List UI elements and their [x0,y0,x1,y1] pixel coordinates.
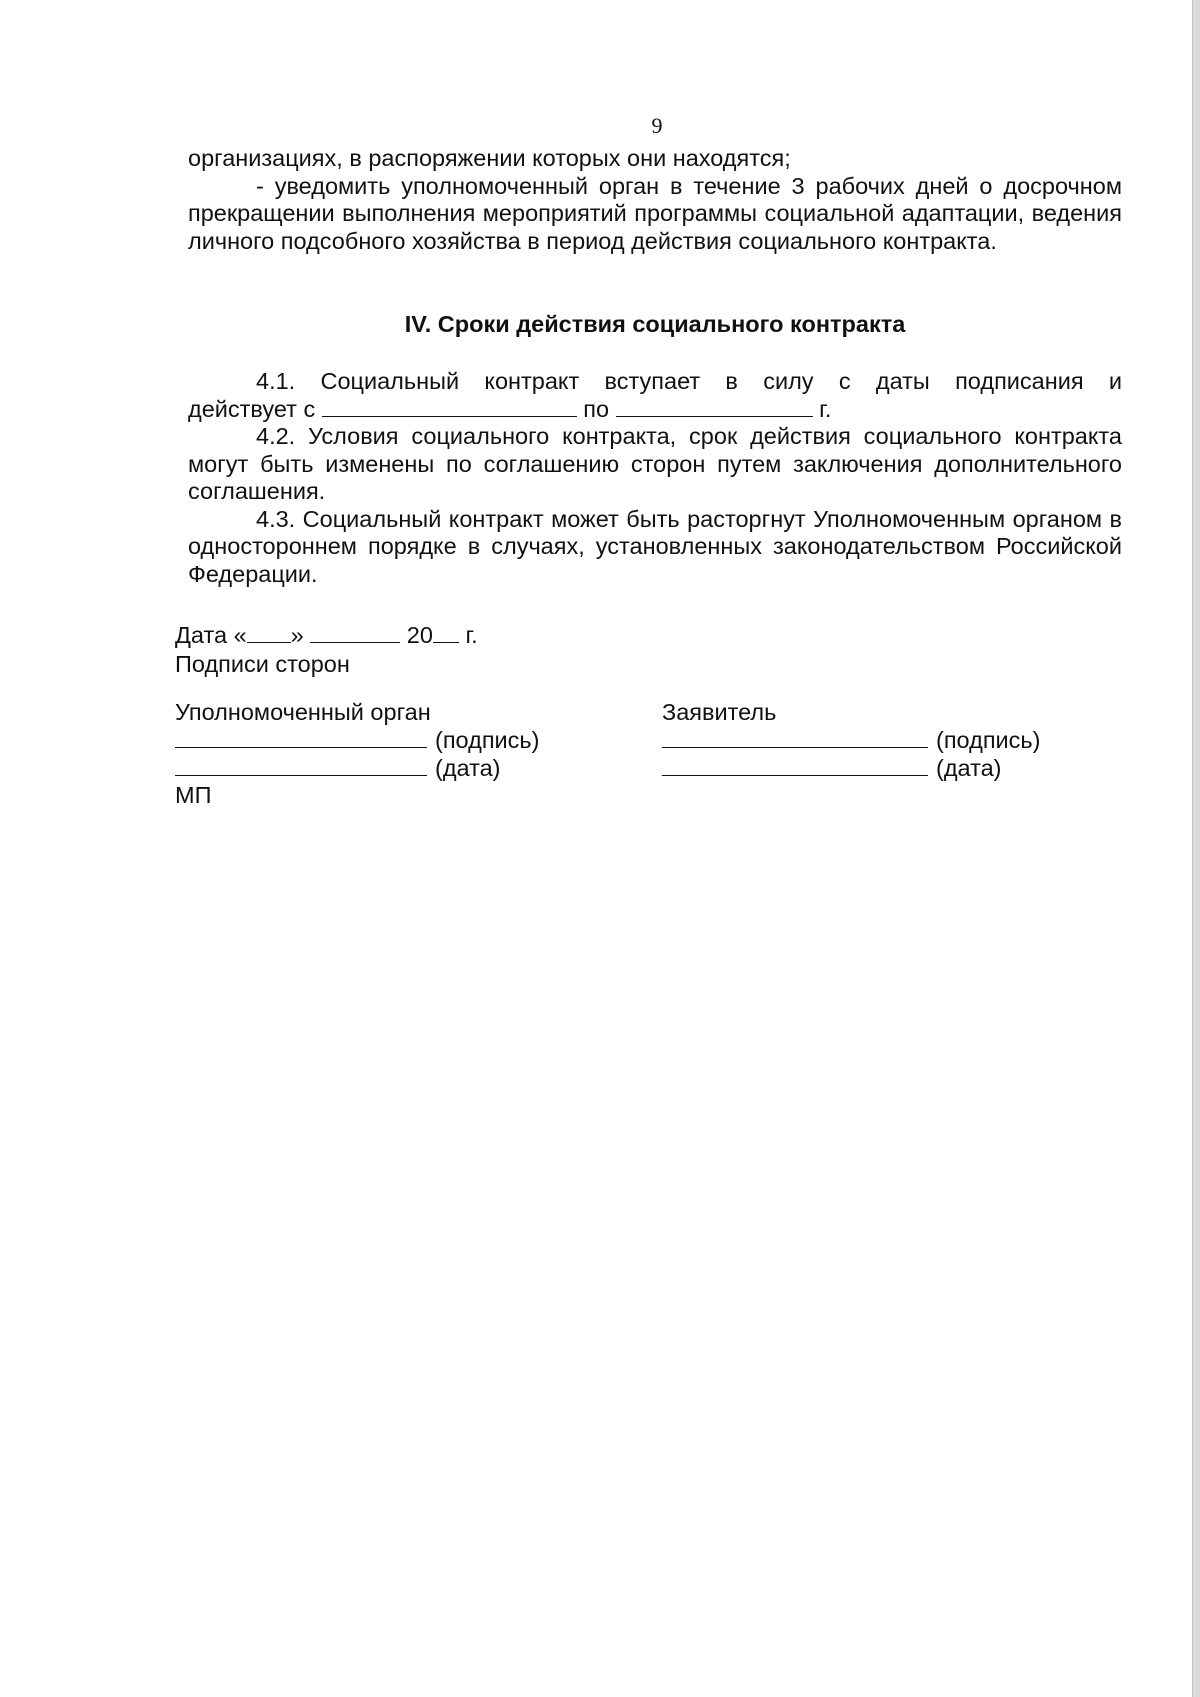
right-date-field[interactable] [662,755,928,776]
date-suffix: г. [465,622,478,648]
date-year-prefix: 20 [406,622,433,648]
date-day-field[interactable] [247,622,291,643]
left-party-name: Уполномоченный орган [175,699,431,725]
clause-4-1-line: 4.1. Социальный контракт вступает в силу с даты подписания и [256,368,1122,394]
date-year-field[interactable] [433,622,459,643]
section-heading: IV. Сроки действия социального контракта [404,311,906,337]
left-date-field[interactable] [175,755,427,776]
end-date-field[interactable] [616,396,813,417]
clause-4-3: 4.3. Социальный контракт может быть расторгнут Уполномоченным органом в одностороннем порядке в случаях, установленных законодательством Российской Федерации. [188,505,1122,587]
section-4-body [188,368,1122,588]
right-signature-field[interactable] [662,727,928,748]
effective-from-label: действует с [188,395,316,422]
intro-line: организациях, в распоряжении которых они находятся; [188,145,791,171]
signatures-title: Подписи сторон [175,651,350,677]
date-mid: » [290,622,304,648]
clause-4-1-dates [188,396,1122,424]
left-date-label: (дата) [435,755,501,781]
date-prefix: Дата « [175,622,247,648]
right-date-row [662,755,1002,783]
start-date-field[interactable] [322,396,577,417]
date-month-field[interactable] [310,622,400,643]
left-date-row [175,755,501,783]
year-suffix: г. [819,395,832,422]
clause-4-2: 4.2. Условия социального контракта, срок действия социального контракта могут быть изменены по соглашению сторон путем заключения дополнительного соглашения. [188,423,1122,504]
left-signature-label: (подпись) [435,727,540,753]
page-number: 9 [651,113,663,138]
contract-date-line [175,622,478,650]
stamp-place-label: МП [175,782,212,808]
notify-paragraph: - уведомить уполномоченный орган в течение 3 рабочих дней о досрочном прекращении выполнения мероприятий программы социальной адаптации, ведения личного подсобного хозяйства в период действия социального контракта. [188,172,1122,254]
right-party-name: Заявитель [662,699,777,725]
right-signature-row [662,727,1041,755]
left-signature-field[interactable] [175,727,427,748]
effective-to-label: по [583,395,610,422]
page-edge [1192,0,1200,1697]
right-signature-label: (подпись) [936,727,1041,753]
right-date-label: (дата) [936,755,1002,781]
left-signature-row [175,727,540,755]
intro-block [188,145,1122,255]
